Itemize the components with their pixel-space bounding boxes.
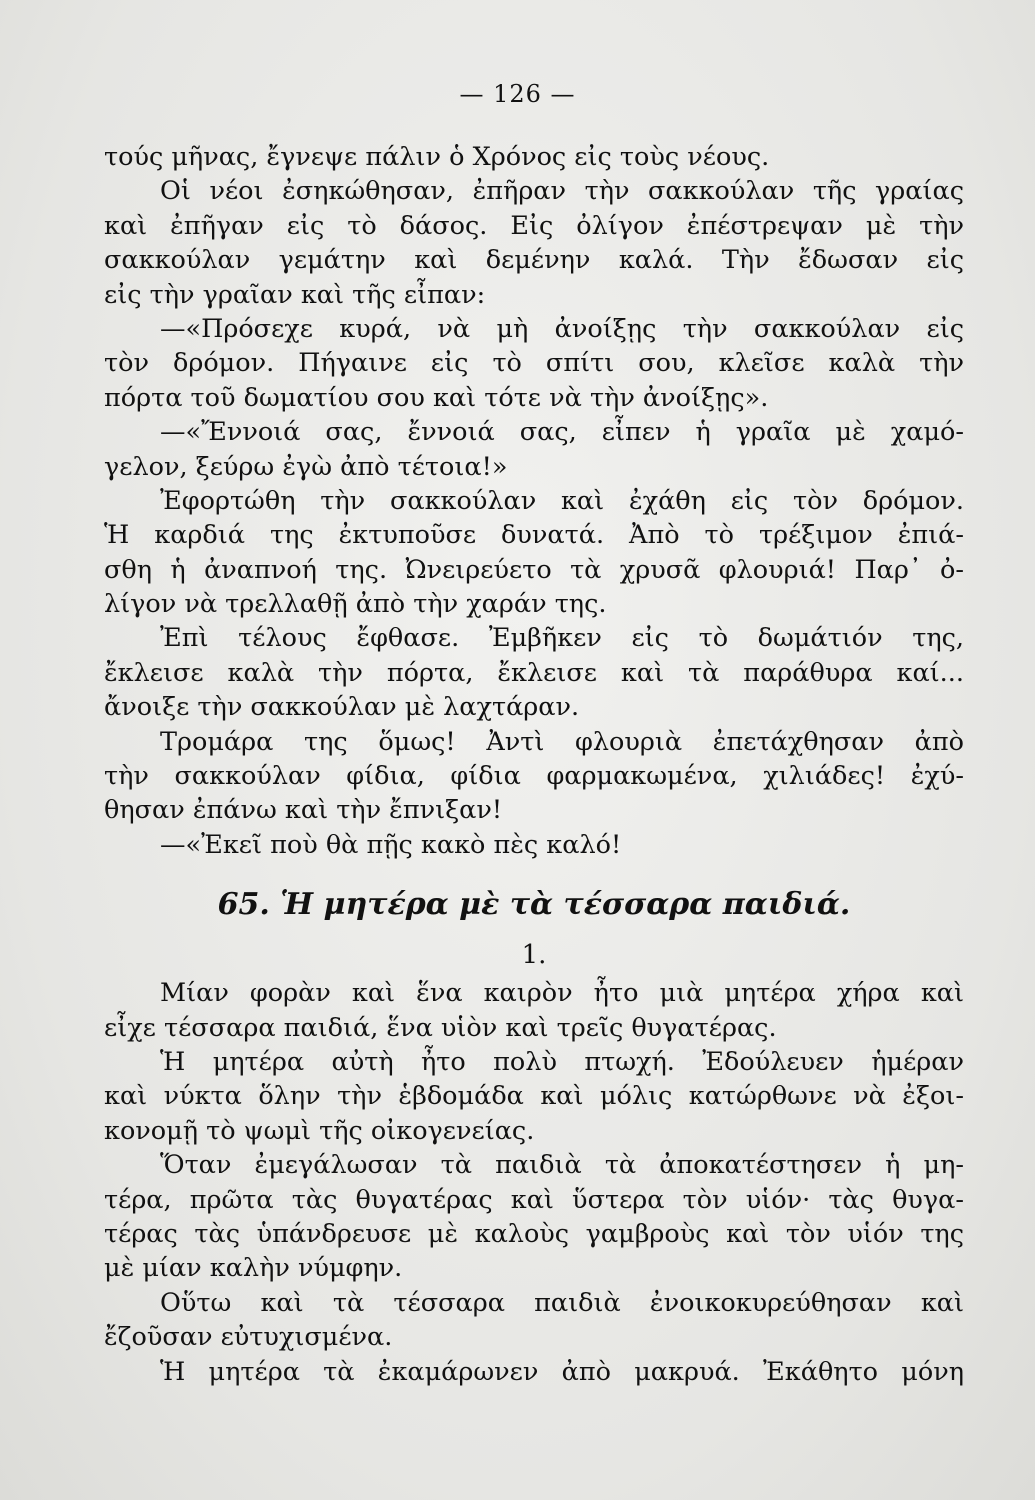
- text-line: λίγον νὰ τρελλαθῇ ἀπὸ τὴν χαράν της.: [104, 589, 607, 620]
- chapter-heading: 65. Ἡ μητέρα μὲ τὰ τέσσαρα παιδιά.: [217, 887, 851, 923]
- text-line: εἶχε τέσσαρα παιδιά, ἕνα υἱὸν καὶ τρεῖς θυγατέρας.: [104, 1012, 777, 1043]
- body-text: [104, 140, 964, 1389]
- text-line: τὴν σακκούλαν φίδια, φίδια φαρμακωμένα, χιλιάδες! ἐχύ-: [104, 761, 964, 792]
- text-line: τὸν δρόμον. Πήγαινε εἰς τὸ σπίτι σου, κλεῖσε καλὰ τὴν: [104, 348, 964, 379]
- text-line: ἔκλεισε καλὰ τὴν πόρτα, ἔκλεισε καὶ τὰ παράθυρα καί...: [104, 657, 964, 688]
- text-line: τέρας τὰς ὑπάνδρευσε μὲ καλοὺς γαμβροὺς καὶ τὸν υἱόν της: [104, 1218, 964, 1249]
- text-line: Τρομάρα της ὅμως! Ἀντὶ φλουριὰ ἐπετάχθησαν ἀπὸ: [160, 726, 964, 757]
- text-line: Ἡ μητέρα αὐτὴ ἦτο πολὺ πτωχή. Ἐδούλευεν ἡμέραν: [160, 1046, 964, 1077]
- section-number: 1.: [521, 940, 547, 971]
- text-line: μὲ μίαν καλὴν νύμφην.: [104, 1253, 403, 1284]
- text-line: θησαν ἐπάνω καὶ τὴν ἔπνιξαν!: [104, 795, 503, 826]
- text-block-after-heading: [104, 976, 964, 1389]
- text-line: καὶ νύκτα ὅλην τὴν ἑβδομάδα καὶ μόλις κατώρθωνε νὰ ἐξοι-: [104, 1081, 964, 1112]
- text-line: κονομῇ τὸ ψωμὶ τῆς οἰκογενείας.: [104, 1115, 535, 1146]
- text-line: γελον, ξεύρω ἐγὼ ἀπὸ τέτοια!»: [104, 451, 508, 482]
- text-line: Ὅταν ἐμεγάλωσαν τὰ παιδιὰ τὰ ἀποκατέστησεν ἡ μη-: [160, 1150, 964, 1181]
- text-line: —«Ἐκεῖ ποὺ θὰ πῇς κακὸ πὲς καλό!: [160, 829, 622, 860]
- page-number: — 126 —: [459, 80, 576, 108]
- text-line: σθη ἡ ἀναπνοή της. Ὠνειρεύετο τὰ χρυσᾶ φλουριά! Παρ᾽ ὀ-: [104, 554, 964, 585]
- text-line: καὶ ἐπῆγαν εἰς τὸ δάσος. Εἰς ὀλίγον ἐπέστρεψαν μὲ τὴν: [104, 210, 964, 241]
- text-line: Οὕτω καὶ τὰ τέσσαρα παιδιὰ ἐνοικοκυρεύθησαν καὶ: [160, 1287, 964, 1318]
- text-line: σακκούλαν γεμάτην καὶ δεμένην καλά. Τὴν ἔδωσαν εἰς: [104, 245, 964, 276]
- text-line: Ἡ μητέρα τὰ ἐκαμάρωνεν ἀπὸ μακρυά. Ἐκάθητο μόνη: [160, 1356, 964, 1387]
- text-line: ἄνοιξε τὴν σακκούλαν μὲ λαχτάραν.: [104, 692, 580, 723]
- text-line: Ἐπὶ τέλους ἔφθασε. Ἐμβῆκεν εἰς τὸ δωμάτιόν της,: [160, 623, 964, 654]
- text-line: τούς μῆνας, ἔγνεψε πάλιν ὁ Χρόνος εἰς τοὺς νέους.: [104, 142, 770, 172]
- text-line: —«Ἔννοιά σας, ἔννοιά σας, εἶπεν ἡ γραῖα μὲ χαμό-: [160, 417, 964, 448]
- text-line: πόρτα τοῦ δωματίου σου καὶ τότε νὰ τὴν ἀνοίξῃς».: [104, 382, 769, 413]
- text-line: εἰς τὴν γραῖαν καὶ τῆς εἶπαν:: [104, 279, 486, 310]
- text-line: τέρα, πρῶτα τὰς θυγατέρας καὶ ὕστερα τὸν υἱόν· τὰς θυγα-: [104, 1184, 964, 1215]
- text-line: Ἡ καρδιά της ἐκτυποῦσε δυνατά. Ἀπὸ τὸ τρέξιμον ἐπιά-: [104, 520, 964, 551]
- text-block-before-heading: [104, 140, 964, 862]
- text-line: ἔζοῦσαν εὐτυχισμένα.: [104, 1322, 393, 1353]
- text-line: Οἱ νέοι ἐσηκώθησαν, ἐπῆραν τὴν σακκούλαν τῆς γραίας: [160, 176, 964, 207]
- text-line: —«Πρόσεχε κυρά, νὰ μὴ ἀνοίξῃς τὴν σακκούλαν εἰς: [160, 313, 964, 344]
- text-line: Ἐφορτώθη τὴν σακκούλαν καὶ ἐχάθη εἰς τὸν δρόμον.: [160, 485, 964, 516]
- text-line: Μίαν φορὰν καὶ ἕνα καιρὸν ἦτο μιὰ μητέρα χήρα καὶ: [160, 978, 964, 1009]
